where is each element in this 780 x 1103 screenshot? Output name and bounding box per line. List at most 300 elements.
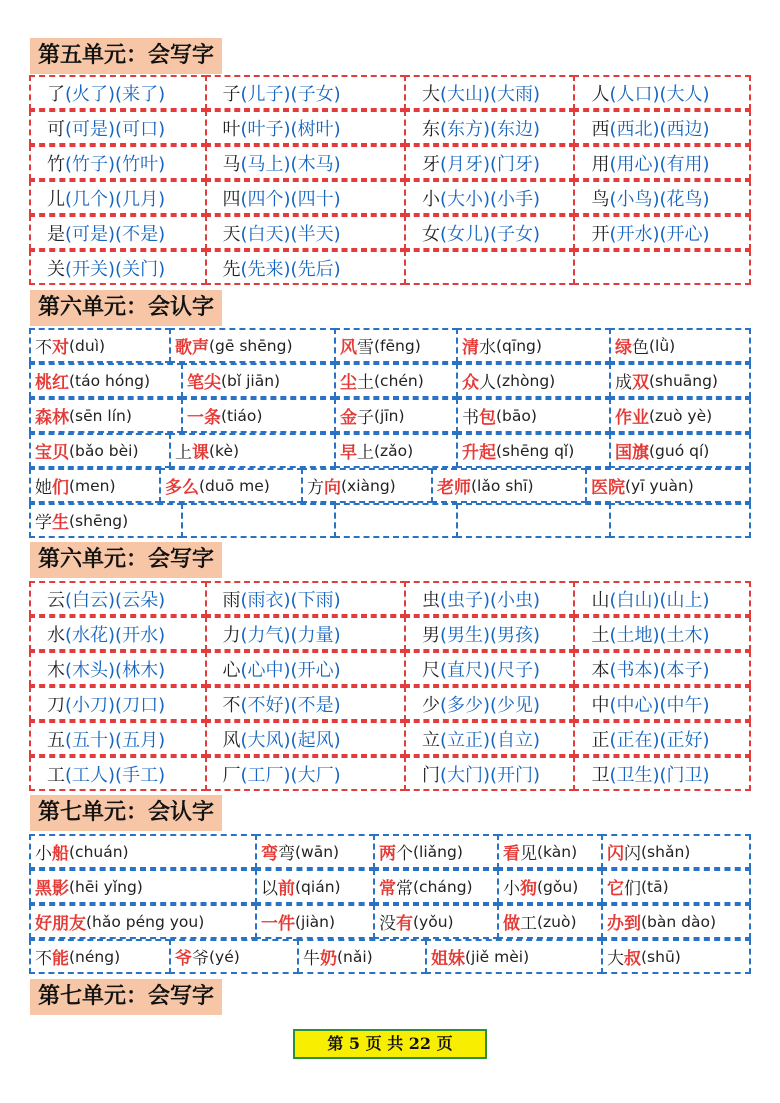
pinyin: (jīn)	[374, 406, 405, 425]
character: 四	[222, 188, 241, 210]
word-pair: (虫子)(小虫)	[439, 589, 541, 611]
highlight-character: 多么	[165, 478, 199, 498]
word-cell	[29, 581, 207, 616]
word-cell	[205, 721, 406, 756]
highlight-character: 奶	[320, 949, 337, 969]
word-pair: (火了)(来了)	[65, 83, 166, 105]
highlight-character: 黑影	[35, 879, 69, 899]
grid-row	[30, 399, 750, 434]
character: 不	[35, 949, 52, 969]
word-cell	[29, 180, 207, 215]
vocab-cell	[255, 834, 375, 869]
character: 闪	[624, 844, 641, 864]
highlight-character: 们	[52, 478, 69, 498]
vocab-cell	[497, 869, 603, 904]
word-cell	[404, 110, 576, 145]
grid-row	[30, 251, 750, 286]
character: 不	[222, 694, 241, 716]
character: 东	[421, 118, 440, 140]
word-cell	[205, 180, 406, 215]
grid-row	[30, 504, 750, 539]
word-pair: (中心)(中午)	[609, 694, 710, 716]
character: 牙	[421, 153, 440, 175]
character: 女	[421, 223, 440, 245]
highlight-character: 金	[340, 408, 357, 428]
word-pair: (开水)(开心)	[609, 223, 710, 245]
pinyin: (kàn)	[537, 842, 578, 861]
word-cell	[205, 145, 406, 180]
vocab-cell	[497, 904, 603, 939]
word-pair: (叶子)(树叶)	[240, 118, 341, 140]
word-cell	[573, 75, 751, 110]
character: 个	[396, 844, 413, 864]
character: 以	[261, 879, 278, 899]
vocab-cell	[29, 398, 183, 433]
vocab-cell	[334, 433, 458, 468]
pinyin: (bǎo bèi)	[69, 441, 139, 460]
character: 中	[591, 694, 610, 716]
word-pair: (可是)(不是)	[65, 223, 166, 245]
word-cell	[29, 75, 207, 110]
vocab-cell	[181, 503, 336, 538]
pinyin: (táo hóng)	[69, 371, 151, 390]
character: 五	[47, 729, 65, 751]
character: 子	[222, 83, 241, 105]
character: 叶	[222, 118, 241, 140]
grid-row	[30, 181, 750, 216]
word-pair: (先来)(先后)	[240, 258, 341, 280]
vocab-cell	[497, 834, 603, 869]
vocab-cell	[373, 904, 499, 939]
grid-row	[30, 757, 750, 792]
word-cell	[205, 110, 406, 145]
character: 用	[591, 153, 610, 175]
word-pair: (力气)(力量)	[240, 624, 341, 646]
vocab-cell	[609, 398, 751, 433]
character: 雨	[222, 589, 241, 611]
character: 子	[357, 408, 374, 428]
character: 可	[47, 118, 65, 140]
word-pair: (小鸟)(花鸟)	[609, 188, 710, 210]
word-cell	[29, 686, 207, 721]
word-cell	[573, 180, 751, 215]
word-cell	[573, 756, 751, 791]
pinyin: (xiàng)	[341, 476, 396, 495]
character: 心	[222, 659, 241, 681]
word-cell	[573, 686, 751, 721]
character: 见	[520, 844, 537, 864]
word-cell	[573, 250, 751, 285]
pinyin: (shuāng)	[649, 371, 718, 390]
vocab-cell	[431, 468, 587, 503]
word-pair: (东方)(东边)	[439, 118, 541, 140]
highlight-character: 姐妹	[431, 949, 465, 969]
section-heading-unit5-write: 第五单元：会写字	[30, 38, 222, 74]
character: 学	[35, 513, 52, 533]
grid-row	[30, 434, 750, 469]
pinyin: (cháng)	[413, 877, 473, 896]
highlight-character: 宝贝	[35, 443, 69, 463]
character: 刀	[47, 694, 65, 716]
character: 牛	[303, 949, 320, 969]
highlight-character: 它	[607, 879, 624, 899]
character: 书	[462, 408, 479, 428]
character: 男	[421, 624, 440, 646]
pinyin: (yǒu)	[413, 912, 454, 931]
highlight-character: 好朋友	[35, 914, 86, 934]
word-cell	[404, 250, 576, 285]
grid-row	[30, 582, 750, 617]
highlight-character: 国旗	[615, 443, 649, 463]
character: 小	[503, 879, 520, 899]
grid-row	[30, 146, 750, 181]
word-pair: (雨衣)(下雨)	[240, 589, 341, 611]
pinyin: (tiáo)	[221, 406, 263, 425]
word-cell	[573, 721, 751, 756]
character: 成	[615, 373, 632, 393]
vocab-cell	[29, 363, 183, 398]
pinyin: (jiě mèi)	[465, 947, 530, 966]
vocab-cell	[373, 869, 499, 904]
character: 水	[47, 624, 65, 646]
highlight-character: 向	[324, 478, 341, 498]
word-cell	[205, 651, 406, 686]
grid-row	[30, 617, 750, 652]
word-cell	[205, 75, 406, 110]
grid-row	[30, 870, 750, 905]
highlight-character: 弯	[261, 844, 278, 864]
pinyin: (gǒu)	[537, 877, 579, 896]
pinyin: (qián)	[295, 877, 341, 896]
vocab-cell	[255, 904, 375, 939]
vocab-cell	[601, 834, 751, 869]
word-pair: (四个)(四十)	[240, 188, 341, 210]
pinyin: (liǎng)	[413, 842, 463, 861]
highlight-character: 叔	[624, 949, 641, 969]
highlight-character: 众	[462, 373, 479, 393]
word-pair: (大山)(大雨)	[439, 83, 541, 105]
pinyin: (néng)	[69, 947, 121, 966]
character: 西	[591, 118, 610, 140]
character: 尺	[421, 659, 440, 681]
vocab-cell	[159, 468, 303, 503]
vocab-cell	[456, 398, 611, 433]
vocab-cell	[334, 363, 458, 398]
word-cell	[29, 756, 207, 791]
word-cell	[29, 110, 207, 145]
word-pair: (直尺)(尺子)	[439, 659, 541, 681]
highlight-character: 清	[462, 338, 479, 358]
word-pair: (大门)(开门)	[439, 764, 541, 786]
character: 大	[421, 83, 440, 105]
grid-row	[30, 722, 750, 757]
word-cell	[573, 581, 751, 616]
highlight-character: 老师	[437, 478, 471, 498]
character: 儿	[47, 188, 65, 210]
pinyin: (nǎi)	[337, 947, 373, 966]
highlight-character: 常	[379, 879, 396, 899]
character: 方	[307, 478, 324, 498]
word-cell	[205, 686, 406, 721]
character: 常	[396, 879, 413, 899]
character: 不	[35, 338, 52, 358]
vocab-cell	[601, 904, 751, 939]
word-pair: (马上)(木马)	[240, 153, 341, 175]
highlight-character: 医院	[591, 478, 625, 498]
word-cell	[404, 686, 576, 721]
pinyin: (yé)	[209, 947, 240, 966]
pinyin: (wān)	[295, 842, 340, 861]
vocab-cell	[29, 433, 171, 468]
character: 弯	[278, 844, 295, 864]
character: 工	[47, 764, 65, 786]
pinyin: (jiàn)	[295, 912, 336, 931]
character: 本	[591, 659, 610, 681]
unit5-write-grid	[30, 76, 750, 286]
pinyin: (men)	[69, 476, 116, 495]
highlight-character: 课	[192, 443, 209, 463]
character: 小	[421, 188, 440, 210]
character: 厂	[222, 764, 241, 786]
character: 竹	[47, 153, 65, 175]
word-pair: (正在)(正好)	[609, 729, 710, 751]
character: 人	[479, 373, 496, 393]
section-heading-unit6-read: 第六单元：会认字	[30, 290, 222, 326]
pinyin: (shū)	[641, 947, 681, 966]
pinyin: (sēn lín)	[69, 406, 132, 425]
highlight-character: 船	[52, 844, 69, 864]
character: 山	[591, 589, 610, 611]
vocab-cell	[334, 398, 458, 433]
word-pair: (男生)(男孩)	[439, 624, 541, 646]
pinyin: (bàn dào)	[641, 912, 717, 931]
word-cell	[205, 756, 406, 791]
character: 色	[632, 338, 649, 358]
character: 土	[591, 624, 610, 646]
word-pair: (女儿)(子女)	[439, 223, 541, 245]
vocab-cell	[373, 834, 499, 869]
grid-row	[30, 76, 750, 111]
vocab-cell	[29, 869, 257, 904]
pinyin: (qīng)	[496, 336, 542, 355]
word-pair: (儿子)(子女)	[240, 83, 341, 105]
word-cell	[205, 581, 406, 616]
section-heading-unit6-write: 第六单元：会写字	[30, 542, 222, 578]
vocab-cell	[334, 328, 458, 363]
word-cell	[404, 581, 576, 616]
character: 马	[222, 153, 241, 175]
highlight-character: 包	[479, 408, 496, 428]
pinyin: (shēng)	[69, 511, 129, 530]
grid-row	[30, 687, 750, 722]
character: 门	[421, 764, 440, 786]
pinyin: (gē shēng)	[209, 336, 293, 355]
vocab-cell	[609, 363, 751, 398]
word-pair: (书本)(本子)	[609, 659, 710, 681]
grid-row	[30, 905, 750, 940]
word-cell	[404, 180, 576, 215]
vocab-cell	[456, 328, 611, 363]
vocab-cell	[181, 363, 336, 398]
word-pair: (五十)(五月)	[65, 729, 166, 751]
vocab-cell	[609, 328, 751, 363]
pinyin: (tā)	[641, 877, 669, 896]
vocab-cell	[169, 433, 336, 468]
word-cell	[573, 145, 751, 180]
word-pair: (工厂)(大厂)	[240, 764, 341, 786]
highlight-character: 能	[52, 949, 69, 969]
highlight-character: 一条	[187, 408, 221, 428]
word-pair: (心中)(开心)	[240, 659, 341, 681]
word-pair: (几个)(几月)	[65, 188, 166, 210]
vocab-cell	[169, 328, 336, 363]
unit6-read-grid	[30, 329, 750, 539]
pinyin: (duì)	[69, 336, 106, 355]
pinyin: (guó qí)	[649, 441, 710, 460]
word-pair: (开关)(关门)	[65, 258, 166, 280]
pinyin: (zhòng)	[496, 371, 556, 390]
unit6-write-grid	[30, 582, 750, 792]
grid-row	[30, 216, 750, 251]
character: 上	[175, 443, 192, 463]
word-cell	[573, 651, 751, 686]
word-pair: (白天)(半天)	[240, 223, 341, 245]
vocab-cell	[29, 939, 171, 974]
grid-row	[30, 940, 750, 975]
pinyin: (bǐ jiān)	[221, 371, 281, 390]
word-pair: (卫生)(门卫)	[609, 764, 710, 786]
vocab-cell	[181, 398, 336, 433]
vocab-cell	[456, 503, 611, 538]
highlight-character: 一件	[261, 914, 295, 934]
highlight-character: 狗	[520, 879, 537, 899]
word-cell	[29, 616, 207, 651]
vocab-cell	[29, 904, 257, 939]
vocab-cell	[601, 939, 751, 974]
vocab-cell	[425, 939, 603, 974]
grid-row	[30, 329, 750, 364]
vocab-cell	[609, 433, 751, 468]
highlight-character: 爷	[175, 949, 192, 969]
vocab-cell	[585, 468, 751, 503]
vocab-cell	[255, 869, 375, 904]
pinyin: (zuò yè)	[649, 406, 713, 425]
highlight-character: 早	[340, 443, 357, 463]
section-heading-unit7-read: 第七单元：会认字	[30, 795, 222, 831]
character: 没	[379, 914, 396, 934]
character: 开	[591, 223, 610, 245]
word-cell	[29, 145, 207, 180]
character: 先	[222, 258, 241, 280]
character: 了	[47, 83, 65, 105]
character: 是	[47, 223, 65, 245]
pinyin: (zuò)	[537, 912, 577, 931]
pinyin: (lǎo shī)	[471, 476, 534, 495]
character: 正	[591, 729, 610, 751]
pinyin: (hǎo péng you)	[86, 912, 205, 931]
character: 大	[607, 949, 624, 969]
character: 水	[479, 338, 496, 358]
word-cell	[404, 215, 576, 250]
highlight-character: 尘	[340, 373, 357, 393]
word-cell	[29, 721, 207, 756]
highlight-character: 有	[396, 914, 413, 934]
vocab-cell	[601, 869, 751, 904]
word-pair: (用心)(有用)	[609, 153, 710, 175]
highlight-character: 森林	[35, 408, 69, 428]
word-cell	[29, 651, 207, 686]
word-pair: (立正)(自立)	[439, 729, 541, 751]
character: 少	[421, 694, 440, 716]
grid-row	[30, 835, 750, 870]
character: 虫	[421, 589, 440, 611]
highlight-character: 闪	[607, 844, 624, 864]
pinyin: (fēng)	[374, 336, 421, 355]
word-pair: (人口)(大人)	[609, 83, 710, 105]
word-cell	[573, 616, 751, 651]
word-pair: (大小)(小手)	[439, 188, 541, 210]
word-cell	[404, 616, 576, 651]
word-pair: (不好)(不是)	[240, 694, 341, 716]
grid-row	[30, 469, 750, 504]
word-pair: (工人)(手工)	[65, 764, 166, 786]
character: 土	[357, 373, 374, 393]
character: 人	[591, 83, 610, 105]
vocab-cell	[29, 834, 257, 869]
vocab-cell	[456, 433, 611, 468]
grid-row	[30, 652, 750, 687]
word-cell	[404, 721, 576, 756]
highlight-character: 风	[340, 338, 357, 358]
page-number-footer: 第 5 页 共 22 页	[293, 1029, 487, 1059]
character: 力	[222, 624, 241, 646]
word-cell	[404, 756, 576, 791]
word-pair: (大风)(起风)	[240, 729, 341, 751]
highlight-character: 办到	[607, 914, 641, 934]
highlight-character: 桃红	[35, 373, 69, 393]
section-heading-unit7-write: 第七单元：会写字	[30, 979, 222, 1015]
pinyin: (duō me)	[199, 476, 270, 495]
pinyin: (yī yuàn)	[625, 476, 694, 495]
vocab-cell	[609, 503, 751, 538]
word-pair: (水花)(开水)	[65, 624, 166, 646]
vocab-cell	[29, 328, 171, 363]
pinyin: (bāo)	[496, 406, 537, 425]
pinyin: (zǎo)	[374, 441, 414, 460]
word-cell	[29, 250, 207, 285]
highlight-character: 双	[632, 373, 649, 393]
pinyin: (chuán)	[69, 842, 129, 861]
word-pair: (可是)(可口)	[65, 118, 166, 140]
character: 们	[624, 879, 641, 899]
word-cell	[573, 215, 751, 250]
character: 关	[47, 258, 65, 280]
word-pair: (月牙)(门牙)	[439, 153, 541, 175]
pinyin: (kè)	[209, 441, 240, 460]
word-cell	[404, 75, 576, 110]
word-cell	[205, 215, 406, 250]
word-pair: (多少)(少见)	[439, 694, 541, 716]
character: 云	[47, 589, 65, 611]
character: 天	[222, 223, 241, 245]
vocab-cell	[297, 939, 427, 974]
unit7-read-grid	[30, 835, 750, 975]
character: 雪	[357, 338, 374, 358]
word-pair: (木头)(林木)	[65, 659, 166, 681]
pinyin: (chén)	[374, 371, 424, 390]
highlight-character: 歌声	[175, 338, 209, 358]
vocab-cell	[29, 468, 161, 503]
